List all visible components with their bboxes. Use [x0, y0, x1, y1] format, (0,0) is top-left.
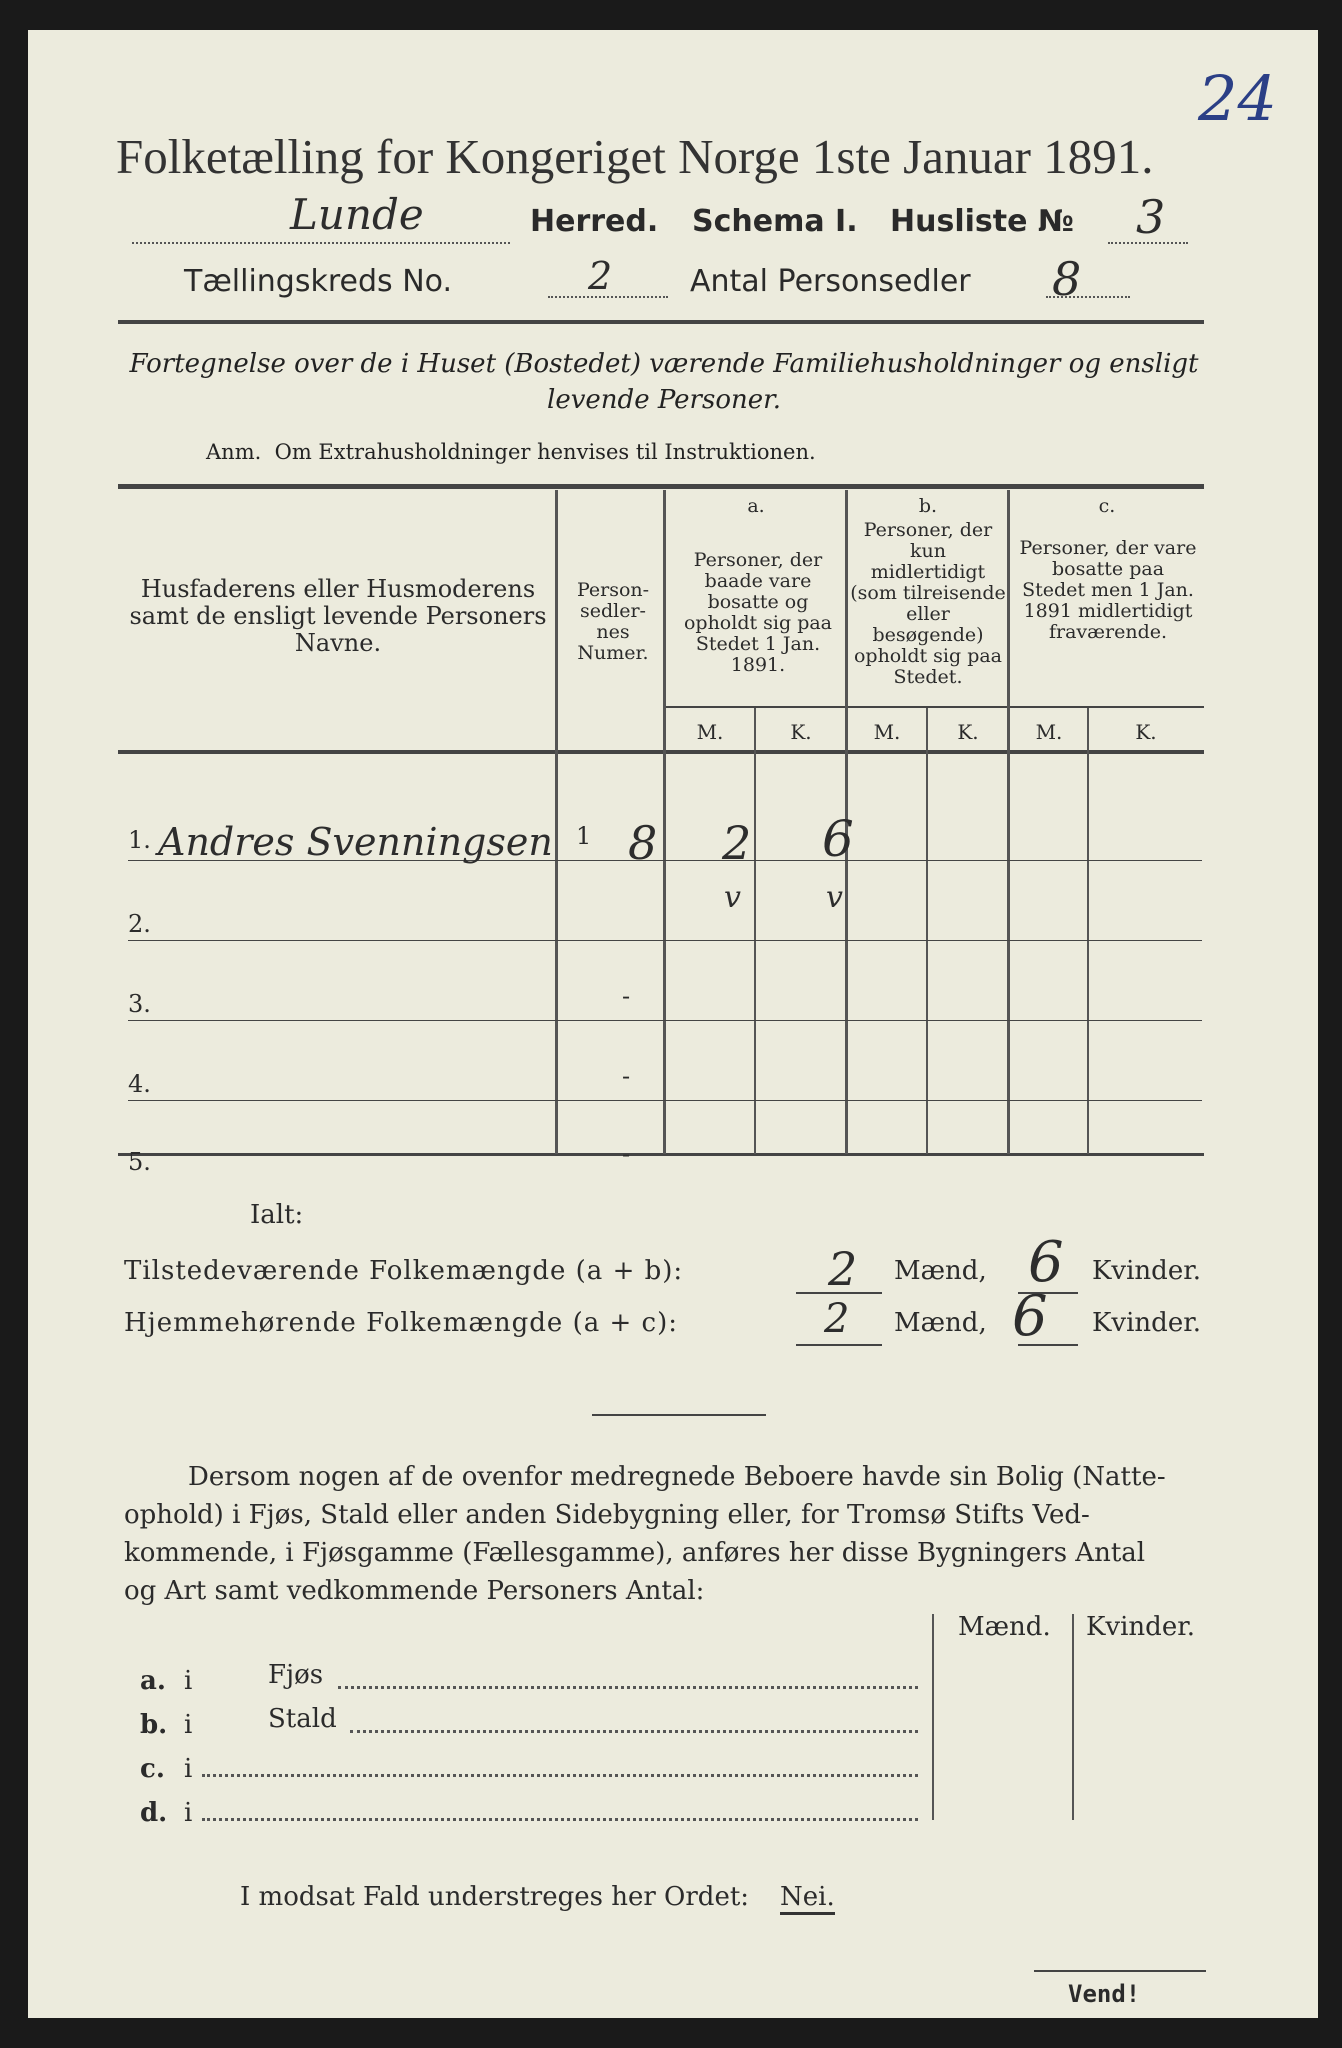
- building-prep: i: [184, 1798, 193, 1828]
- row-name: Andres Svenningsen: [158, 820, 553, 864]
- form-title: Folketælling for Kongeriget Norge 1ste Januar 1891.: [116, 129, 1154, 184]
- col-a-header: Personer, der baade vare bosatte og opholdt sig paa Stedet 1 Jan. 1891.: [683, 549, 833, 676]
- hjemme-m: 2: [824, 1296, 850, 1342]
- antal-label: Antal Personsedler: [690, 264, 971, 299]
- paragraph-line: og Art samt vedkommende Personers Antal:: [124, 1576, 705, 1606]
- row-rule: [128, 1020, 1202, 1021]
- a-m-header: M.: [696, 720, 724, 744]
- tilstede-label: Tilstedeværende Folkemængde (a + b):: [124, 1256, 684, 1286]
- building-dots: [202, 1818, 918, 1821]
- col-b-header: Personer, der kun midlertidigt (som tilreisende eller besøgende) opholdt sig paa Stedet.: [850, 519, 1006, 688]
- buildings-maend-header: Mænd.: [958, 1612, 1051, 1642]
- building-dots: [350, 1730, 918, 1733]
- hjemme-kvinder: Kvinder.: [1092, 1308, 1202, 1338]
- tilstede-maend: Mænd,: [894, 1256, 987, 1286]
- tilstede-k: 6: [1028, 1230, 1064, 1295]
- vline-a-mk: [754, 708, 756, 1154]
- row-a-m: 2: [722, 816, 752, 870]
- row-number: 2.: [128, 910, 151, 938]
- hjemme-k: 6: [1012, 1284, 1048, 1349]
- vend-text: Vend!: [1068, 1980, 1141, 2008]
- c-m-header: M.: [1035, 720, 1063, 744]
- hjemme-m-line: [796, 1344, 882, 1346]
- buildings-vline: [1072, 1614, 1074, 1820]
- vline-num: [663, 490, 666, 1154]
- col-b-letter: b.: [918, 495, 938, 517]
- buildings-kvinder-header: Kvinder.: [1086, 1612, 1196, 1642]
- herred-label: Herred.: [530, 204, 659, 239]
- building-letter: d.: [140, 1798, 168, 1828]
- ialt-label: Ialt:: [250, 1200, 304, 1230]
- building-dots: [202, 1774, 918, 1777]
- row-num: 8: [628, 816, 658, 870]
- col-num-header: Person-sedler-nes Numer.: [576, 579, 650, 664]
- b-m-header: M.: [873, 720, 901, 744]
- hjemme-maend: Mænd,: [894, 1308, 987, 1338]
- census-form-page: [28, 30, 1318, 2018]
- vline-b: [1007, 490, 1010, 1154]
- building-prep: i: [184, 1710, 193, 1740]
- table-top-rule: [118, 484, 1204, 489]
- kreds-number: 2: [588, 254, 613, 298]
- a-k-header: K.: [790, 720, 812, 744]
- antal-value: 8: [1052, 252, 1082, 306]
- mk-rule: [664, 706, 1204, 708]
- building-letter: b.: [140, 1710, 168, 1740]
- building-prep: i: [184, 1754, 193, 1784]
- building-name: Stald: [268, 1704, 337, 1734]
- vline-name: [555, 490, 558, 1154]
- hjemme-label: Hjemmehørende Folkemængde (a + c):: [124, 1308, 678, 1338]
- paragraph-line: Dersom nogen af de ovenfor medregnede Beboere havde sin Bolig (Natte-: [188, 1462, 1166, 1492]
- tilstede-m: 2: [828, 1242, 858, 1296]
- row-num: -: [622, 1140, 631, 1168]
- kreds-label: Tællingskreds No.: [184, 264, 452, 299]
- vline-c-mk: [1087, 708, 1089, 1154]
- tilstede-kvinder: Kvinder.: [1092, 1256, 1202, 1286]
- col-name-header: Husfaderens eller Husmoderens samt de ensligt levende Personers Navne.: [129, 575, 547, 657]
- nei-word: Nei.: [780, 1882, 835, 1915]
- row-num-prefix: 1: [576, 822, 592, 850]
- buildings-vline: [932, 1614, 934, 1820]
- husliste-number: 3: [1136, 190, 1166, 244]
- page-number: 24: [1198, 62, 1277, 135]
- anm-note: Anm. Om Extrahusholdninger henvises til Instruktionen.: [206, 440, 816, 464]
- table-bottom-rule: [118, 1153, 1204, 1156]
- fortegnelse-text: Fortegnelse over de i Huset (Bostedet) værende Familiehusholdninger og ensligt levende Personer.: [129, 349, 1199, 415]
- paragraph-line: ophold) i Fjøs, Stald eller anden Sidebygning eller, for Tromsø Stifts Ved-: [124, 1500, 1090, 1530]
- schema-label: Schema I.: [692, 204, 858, 239]
- row-number: 4.: [128, 1070, 151, 1098]
- row-number: 5.: [128, 1148, 151, 1176]
- place-name: Lunde: [290, 190, 424, 239]
- col-c-letter: c.: [1098, 495, 1116, 517]
- row-number: 1.: [128, 826, 151, 854]
- building-letter: c.: [140, 1754, 165, 1784]
- paragraph-line: kommende, i Fjøsgamme (Fællesgamme), anføres her disse Bygningers Antal: [124, 1538, 1146, 1568]
- row-a-k: 6: [822, 810, 854, 868]
- short-divider: [592, 1414, 766, 1416]
- col-c-header: Personer, der vare bosatte paa Stedet men 1 Jan. 1891 midlertidigt fraværende.: [1019, 537, 1197, 643]
- building-dots: [338, 1686, 918, 1689]
- c-k-header: K.: [1135, 720, 1157, 744]
- vline-b-mk: [926, 708, 928, 1154]
- husliste-label: Husliste №: [890, 204, 1074, 239]
- building-name: Fjøs: [268, 1660, 324, 1690]
- vend-rule: [1034, 1970, 1206, 1972]
- table-head-rule: [118, 750, 1204, 754]
- row-rule: [128, 1100, 1202, 1101]
- row-a-k: v: [826, 880, 843, 915]
- building-prep: i: [184, 1666, 193, 1696]
- col-a-letter: a.: [747, 495, 765, 517]
- row-a-m: v: [724, 880, 741, 915]
- row-rule: [128, 940, 1202, 941]
- modsat-text: I modsat Fald understreges her Ordet:: [240, 1882, 750, 1912]
- row-number: 3.: [128, 990, 151, 1018]
- row-num: -: [622, 982, 631, 1010]
- header-rule: [118, 320, 1204, 324]
- building-letter: a.: [140, 1666, 166, 1696]
- row-num: -: [622, 1062, 631, 1090]
- b-k-header: K.: [957, 720, 979, 744]
